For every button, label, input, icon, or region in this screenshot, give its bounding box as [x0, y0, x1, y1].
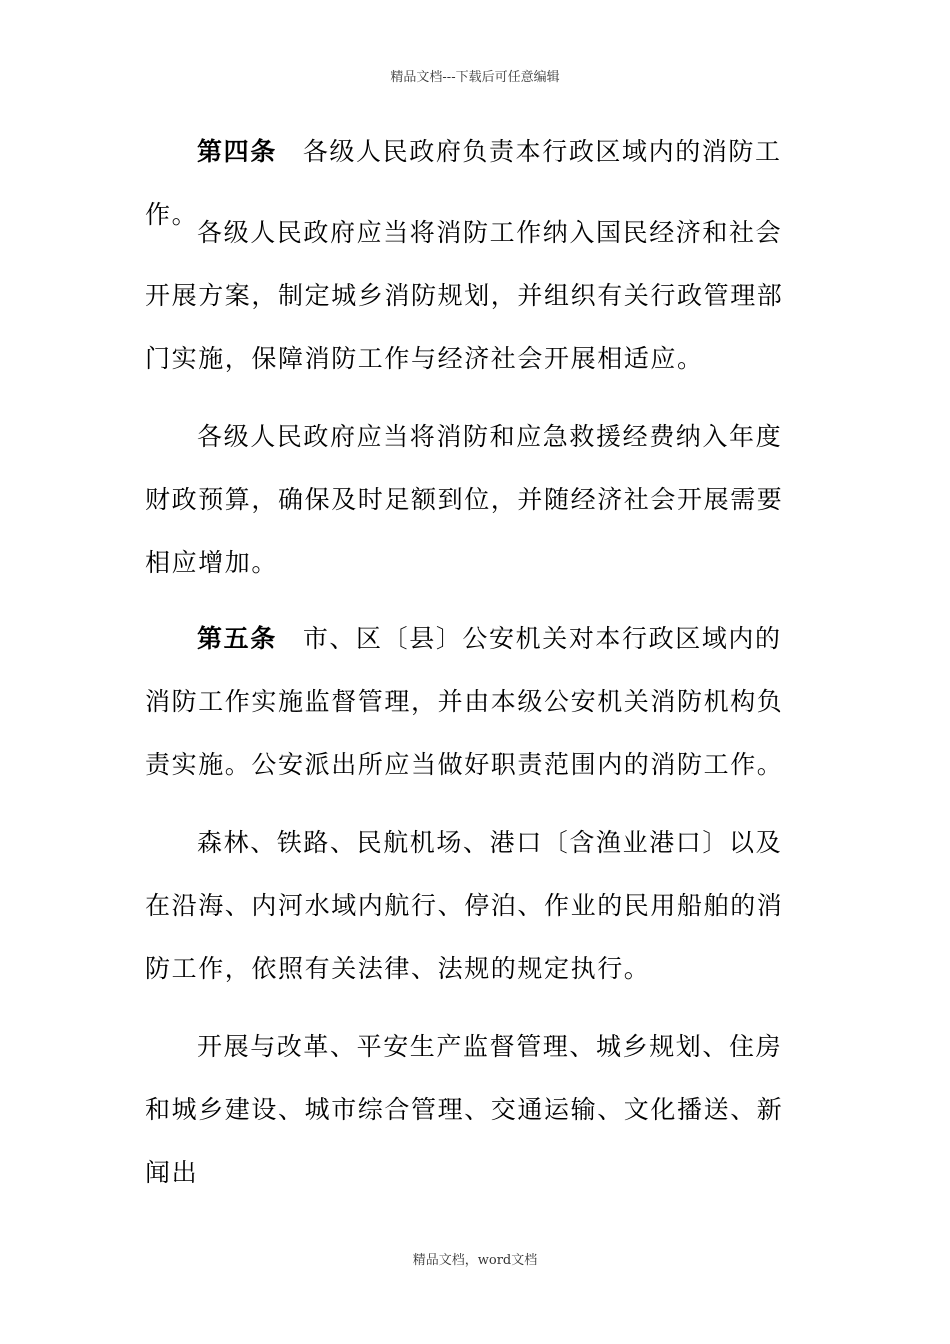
paragraph-text: 森林、铁路、民航机场、港口〔含渔业港口〕以及在沿海、内河水域内航行、停泊、作业的民用船舶的消防工作，依照有关法律、法规的规定执行。: [145, 828, 784, 983]
article-number: 第五条: [197, 624, 277, 653]
paragraph-text: 各级人民政府应当将消防工作纳入国民经济和社会开展方案，制定城乡消防规划，并组织有关行政管理部门实施，保障消防工作与经济社会开展相适应。: [145, 218, 784, 373]
page-header: 精品文档---下载后可任意编辑: [390, 70, 560, 85]
paragraph-text: 各级人民政府应当将消防和应急救援经费纳入年度财政预算，确保及时足额到位，并随经济社会开展需要相应增加。: [145, 422, 784, 577]
article-number: 第四条: [197, 137, 277, 166]
paragraph-article-5: [145, 607, 795, 796]
paragraph-text: 各级人民政府负责本行政区域内的消防工作。: [145, 137, 782, 229]
paragraph-text: 市、区〔县〕公安机关对本行政区域内的消防工作实施监督管理，并由本级公安机关消防机构负责实施。公安派出所应当做好职责范围内的消防工作。: [145, 624, 784, 779]
paragraph: [145, 405, 795, 594]
paragraph-text: 开展与改革、平安生产监督管理、城乡规划、住房和城乡建设、城市综合管理、交通运输、文化播送、新闻出: [145, 1032, 784, 1187]
paragraph: [145, 201, 795, 390]
paragraph: [145, 811, 795, 1000]
page-footer: 精品文档，word文档: [412, 1253, 538, 1268]
paragraph: [145, 1015, 795, 1204]
